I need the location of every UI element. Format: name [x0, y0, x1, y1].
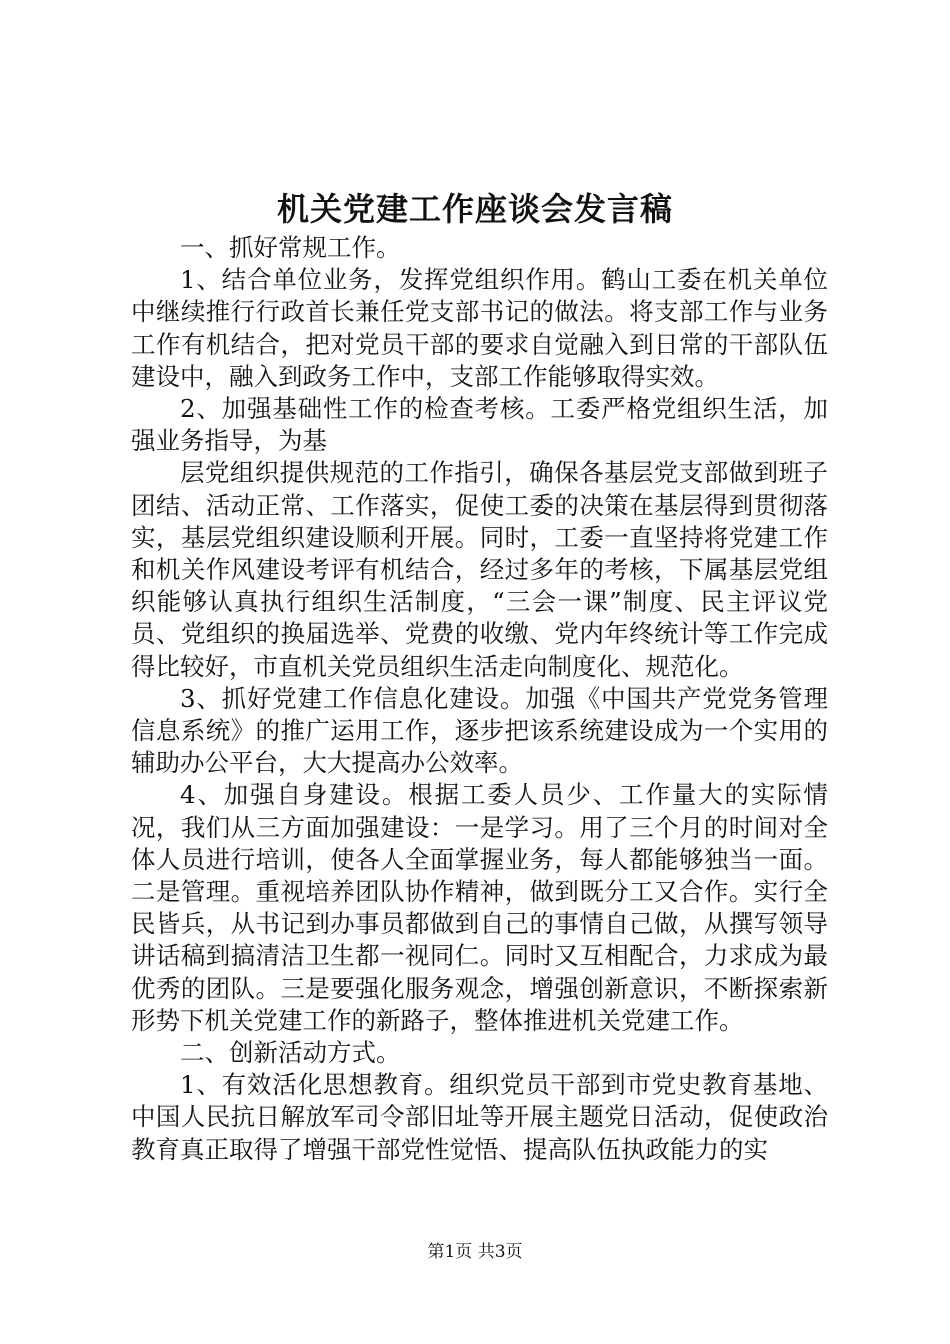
- paragraph-1-2-continued: 层党组织提供规范的工作指引，确保各基层党支部做到班子团结、活动正常、工作落实，促使工委的决策在基层得到贯彻落实，基层党组织建设顺利开展。同时，工委一直坚持将党建工作和机关作风建设考评有机结合，经过多年的考核，下属基层党组织能够认真执行组织生活制度，“三会一课”制度、民主评议党员、党组织的换届选举、党费的收缴、党内年终统计等工作完成得比较好，市直机关党员组织生活走向制度化、规范化。: [131, 458, 828, 681]
- paragraph-1-3: 3、抓好党建工作信息化建设。加强《中国共产党党务管理信息系统》的推广运用工作，逐步把该系统建设成为一个实用的辅助办公平台，大大提高办公效率。: [131, 683, 828, 778]
- document-body: [131, 232, 828, 1166]
- document-title: 机关党建工作座谈会发言稿: [276, 190, 673, 228]
- section-heading-2: 二、创新活动方式。: [180, 1038, 401, 1068]
- paragraph-2-1: 1、有效活化思想教育。组织党员干部到市党史教育基地、中国人民抗日解放军司令部旧址等开展主题党日活动，促使政治教育真正取得了增强干部党性觉悟、提高队伍执政能力的实: [131, 1070, 828, 1164]
- paragraph-1-4: 4、加强自身建设。根据工委人员少、工作量大的实际情况，我们从三方面加强建设：一是学习。用了三个月的时间对全体人员进行培训，使各人全面掌握业务，每人都能够独当一面。二是管理。重视培养团队协作精神，做到既分工又合作。实行全民皆兵，从书记到办事员都做到自己的事情自己做，从撰写领导讲话稿到搞清洁卫生都一视同仁。同时又互相配合，力求成为最优秀的团队。三是要强化服务观念，增强创新意识，不断探索新形势下机关党建工作的新路子，整体推进机关党建工作。: [131, 780, 828, 1035]
- page-footer: 第1页 共3页: [427, 1242, 523, 1262]
- section-heading-1: 一、抓好常规工作。: [180, 233, 401, 262]
- paragraph-1-1: 1、结合单位业务，发挥党组织作用。鹤山工委在机关单位中继续推行行政首长兼任党支部书记的做法。将支部工作与业务工作有机结合，把对党员干部的要求自觉融入到日常的干部队伍建设中，融入到政务工作中，支部工作能够取得实效。: [131, 265, 828, 391]
- paragraph-1-2: 2、加强基础性工作的检查考核。工委严格党组织生活，加强业务指导，为基: [131, 394, 828, 456]
